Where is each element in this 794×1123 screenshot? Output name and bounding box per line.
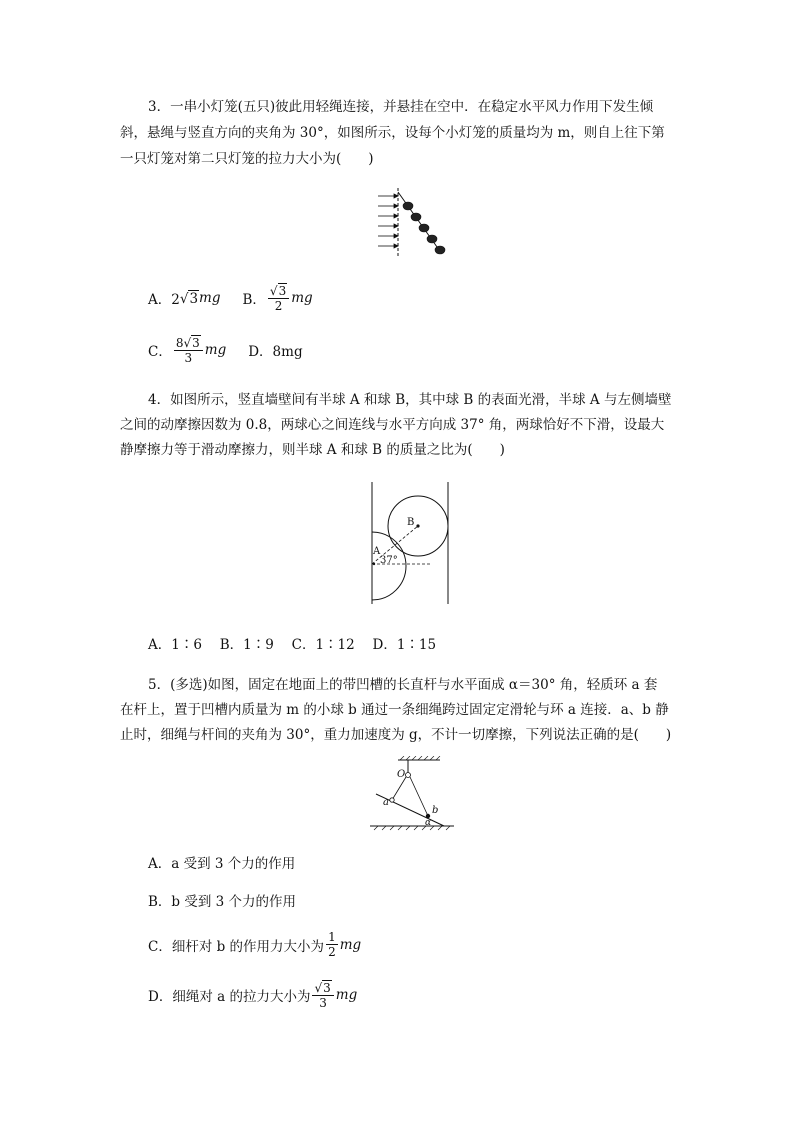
q3-option-a-unit: mg bbox=[199, 290, 221, 306]
q4-text-line-1: 4．如图所示，竖直墙壁间有半球 A 和球 B，其中球 B 的表面光滑，半球 A 与左侧墙壁 bbox=[148, 392, 672, 408]
q4-text-line-3: 静摩擦力等于滑动摩擦力，则半球 A 和球 B 的质量之比为( ) bbox=[120, 442, 505, 458]
q3-option-b-prefix: B． bbox=[242, 292, 266, 308]
q3-option-b-denominator: 2 bbox=[274, 299, 283, 313]
q5-text-line-3: 止时，细绳与杆间的夹角为 30°，重力加速度为 g，不计一切摩擦，下列说法正确的是( ) bbox=[120, 727, 672, 743]
q5-option-a: A．a 受到 3 个力的作用 bbox=[148, 856, 296, 872]
q3-option-a-prefix: A．2 bbox=[148, 292, 180, 308]
q5-label-b: b bbox=[432, 805, 439, 816]
q5-option-d-radicand: 3 bbox=[323, 981, 331, 995]
q3-lantern-figure bbox=[368, 186, 452, 262]
q3-option-a-radicand: 3 bbox=[189, 290, 199, 307]
q5-label-o: O bbox=[397, 769, 406, 780]
q3-option-c-fraction: 8 √ 3 3 bbox=[174, 335, 203, 365]
q3-option-c-radicand: 3 bbox=[192, 336, 200, 350]
q5-option-c bbox=[148, 930, 361, 959]
q4-text-line-2: 之间的动摩擦因数为 0.8，两球心之间连线与水平方向成 37° 角，两球恰好不下滑，设最大 bbox=[120, 417, 665, 433]
q3-option-a-sqrt: √ 3 bbox=[179, 290, 199, 307]
q5-option-c-numerator: 1 bbox=[328, 930, 336, 944]
q4-label-a: A bbox=[373, 546, 381, 557]
q5-option-b: B．b 受到 3 个力的作用 bbox=[148, 894, 297, 910]
q3-option-b-unit: mg bbox=[291, 290, 313, 306]
q5-label-a: a bbox=[383, 797, 389, 808]
q3-option-a-b bbox=[148, 283, 313, 313]
q5-option-d bbox=[148, 980, 357, 1010]
q3-option-c-denominator: 3 bbox=[184, 351, 193, 365]
q3-option-d: D．8mg bbox=[248, 344, 303, 360]
q3-option-c-d bbox=[148, 335, 303, 365]
q5-option-d-fraction: √ 3 3 bbox=[312, 980, 333, 1010]
q3-option-c-unit: mg bbox=[204, 342, 227, 358]
q4-spheres-figure bbox=[360, 480, 460, 608]
q3-text-line-2: 斜，悬绳与竖直方向的夹角为 30°，如图所示，设每个小灯笼的质量均为 m，则自上往下第 bbox=[120, 125, 665, 141]
q3-option-b-fraction: √ 3 2 bbox=[268, 283, 289, 313]
q3-option-c-coefficient: 8 bbox=[175, 336, 184, 350]
q5-option-d-denominator: 3 bbox=[319, 996, 327, 1010]
q5-label-alpha: α bbox=[425, 818, 432, 828]
q5-option-c-unit: mg bbox=[339, 936, 362, 953]
q3-text-line-3: 一只灯笼对第二只灯笼的拉力大小为( ) bbox=[120, 151, 374, 167]
q5-option-c-denominator: 2 bbox=[328, 945, 336, 959]
q5-option-d-prefix: D．细绳对 a 的拉力大小为 bbox=[148, 989, 311, 1005]
q3-text-line-1: 3．一串小灯笼(五只)彼此用轻绳连接，并悬挂在空中．在稳定水平风力作用下发生倾 bbox=[148, 99, 654, 115]
q5-option-c-prefix: C．细杆对 b 的作用力大小为 bbox=[148, 938, 325, 955]
q4-label-angle: 37° bbox=[380, 555, 398, 566]
q3-option-c-prefix: C． bbox=[148, 344, 172, 360]
q4-options: A．1∶6 B．1∶9 C．1∶12 D．1∶15 bbox=[148, 637, 437, 653]
q5-rod-pulley-figure bbox=[364, 756, 460, 832]
q5-text-line-1: 5．(多选)如图，固定在地面上的带凹槽的长直杆与水平面成 α＝30° 角，轻质环 a 套 bbox=[148, 677, 658, 693]
q5-option-d-unit: mg bbox=[335, 987, 358, 1003]
q5-text-line-2: 在杆上，置于凹槽内质量为 m 的小球 b 通过一条细绳跨过固定定滑轮与环 a 连接．a、b 静 bbox=[120, 702, 669, 718]
q4-label-b: B bbox=[407, 517, 415, 528]
q3-option-b-radicand: 3 bbox=[278, 284, 287, 298]
q5-option-c-fraction bbox=[326, 930, 338, 959]
